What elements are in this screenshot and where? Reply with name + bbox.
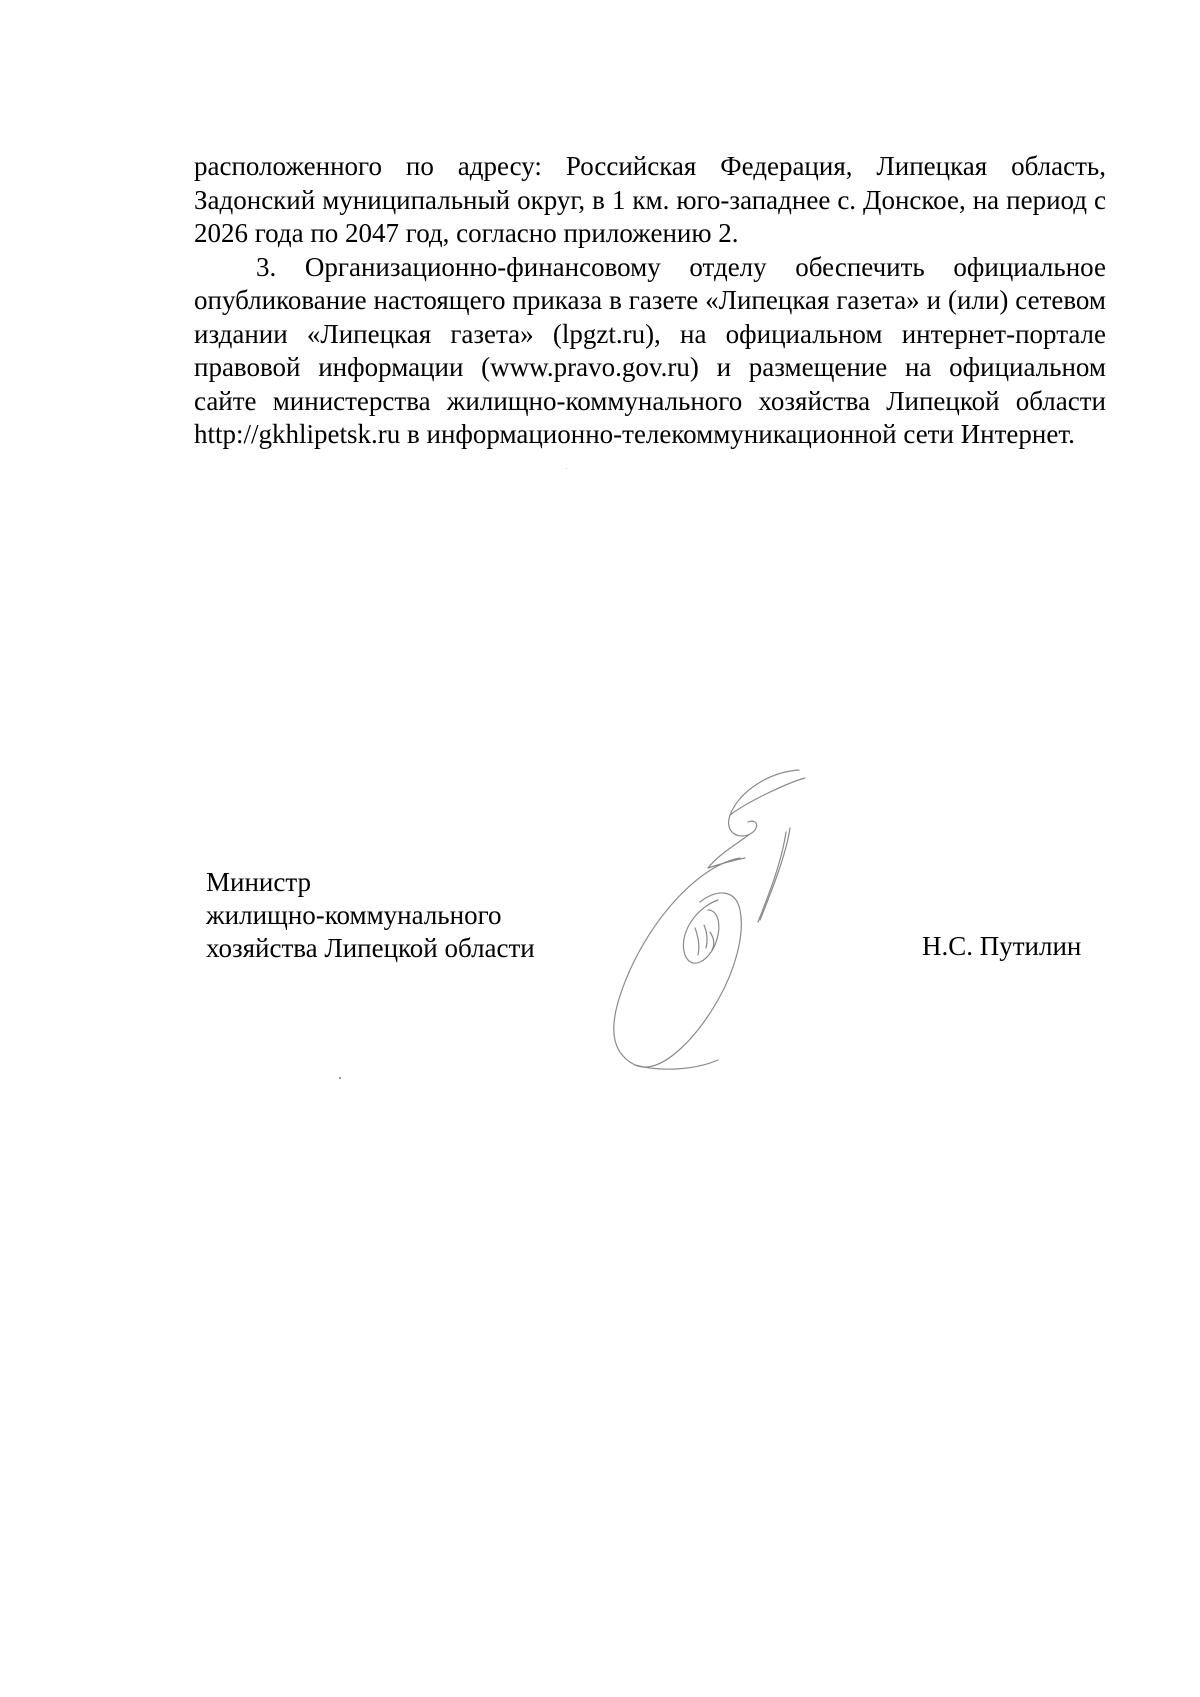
signature-stroke-right-line-2 xyxy=(758,832,786,922)
position-line-2: жилищно-коммунального xyxy=(206,900,502,930)
signature-stroke-inner-marks xyxy=(695,925,714,955)
signature-stroke-inner-loop xyxy=(683,900,718,963)
signer-name: Н.С. Путилин xyxy=(922,931,1082,961)
signature-stroke-tail xyxy=(635,1060,718,1069)
signature-stroke-top xyxy=(729,770,799,836)
signer-position xyxy=(206,866,535,965)
position-line-3: хозяйства Липецкой области xyxy=(206,933,535,963)
handwritten-signature xyxy=(600,760,890,1080)
position-line-1: Министр xyxy=(206,867,311,897)
paragraph-3: 3. Организационно-финансовому отделу обеспечить официальное опубликование настоящего приказа в газете «Липецкая газета» и (или) сетевом издании «Липецкая газета» (lpgzt.ru), на официальном интернет-портале правовой информации (www.pravo.gov.ru) и размещение на официальном сайте министерства жилищно-коммунального хозяйства Липецкой области http://gkhlipetsk.ru в информационно-телекоммуникационной сети Интернет. xyxy=(194,251,1106,449)
signature-stroke-mid xyxy=(708,834,750,868)
signature-stroke-big-loop xyxy=(614,858,742,1067)
document-body xyxy=(194,150,1106,452)
scan-speck xyxy=(339,1077,341,1079)
paragraph-continued: расположенного по адресу: Российская Федерация, Липецкая область, Задонский муниципальный округ, в 1 км. юго-западнее с. Донское, на период с 2026 года по 2047 год, согласно приложению 2. xyxy=(194,151,1106,248)
scan-speck xyxy=(566,468,567,469)
